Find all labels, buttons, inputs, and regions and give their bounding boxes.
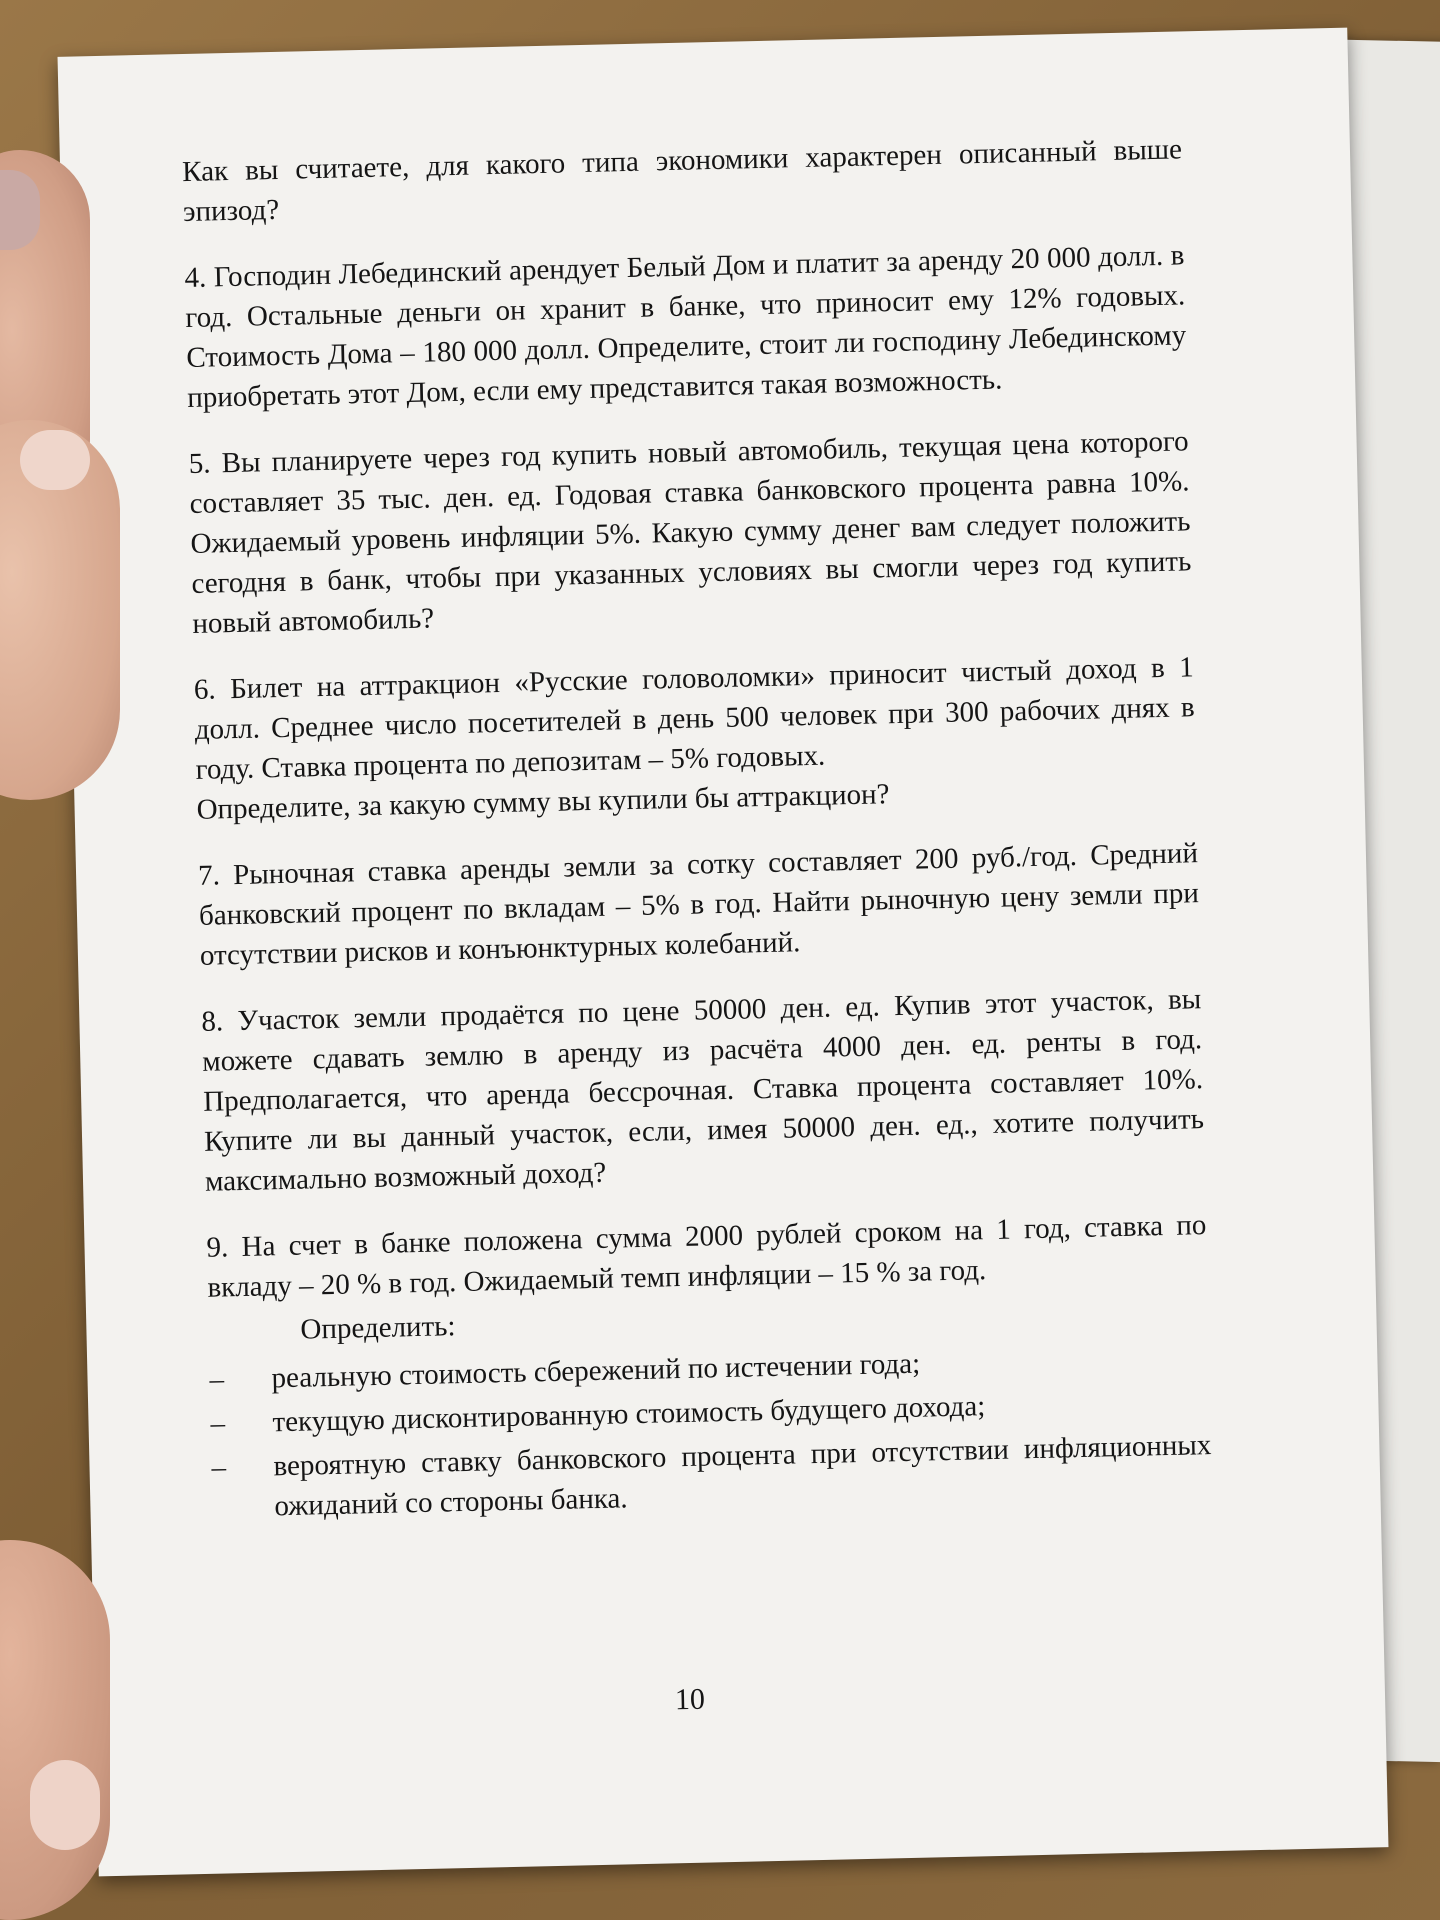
dash-marker: – [209,1363,225,1396]
list-item: – текущую дисконтированную стоимость будущего дохода; [210,1381,1211,1444]
list-item: – вероятную ставку банковского процента при отсутствии инфляционных ожиданий со стороны банка. [211,1429,1212,1523]
list-item: – реальную стоимость сбережений по истечении года; [209,1337,1210,1400]
task-5: 5. Вы планируете через год купить новый автомобиль, текущая цена которого составляет 35 тыс. ден. ед. Годовая ставка банковского процента равна 10%. Ожидаемый уровень инфляции 5%. Какую сумму денег вам следует положить сегодня в банк, чтобы при указанных условиях вы смогли через год купить новый автомобиль? [188,425,1192,640]
textbook-page [58,28,1389,1877]
finger-bottom [0,1540,110,1920]
intro-paragraph: Как вы считаете, для какого типа экономики характерен описанный выше эпизод? [181,133,1183,229]
fingernail-bottom [30,1760,100,1850]
task-9-list [209,1337,1213,1528]
fingernail [0,170,40,250]
dash-marker: – [210,1407,226,1440]
thumbnail [20,430,90,490]
task-7: 7. Рыночная ставка аренды земли за сотку составляет 200 руб./год. Средний банковский процент по вкладам – 5% в год. Найти рыночную цену земли при отсутствии рисков и конъюнктурных колебаний. [197,837,1200,972]
task-9-heading: Определить: [300,1310,456,1346]
page-number: 10 [674,1682,706,1717]
task-6: 6. Билет на аттракцион «Русские головоломки» приносит чистый доход в 1 долл. Среднее число посетителей в день 500 человек при 300 рабочих днях в году. Ставка процента по депозитам – 5% годовых. [193,651,1195,786]
task-4: 4. Господин Лебединский арендует Белый Дом и платит за аренду 20 000 долл. в год. Остальные деньги он хранит в банке, что приносит ему 12% годовых. Стоимость Дома – 180 000 долл. Определите, стоит ли господину Лебединскому приобретать этот Дом, если ему представится такая возможность. [184,239,1187,415]
task-6-question: Определите, за какую сумму вы купили бы аттракцион? [196,778,890,826]
dash-marker: – [211,1451,227,1484]
task-9: 9. На счет в банке положена сумма 2000 рублей сроком на 1 год, ставка по вкладу – 20 % в год. Ожидаемый темп инфляции – 15 % за год. [206,1209,1207,1304]
page-content [182,129,1213,1531]
task-8: 8. Участок земли продаётся по цене 50000 ден. ед. Купив этот участок, вы можете сдавать землю в аренду из расчёта 4000 ден. ед. ренты в год. Предполагается, что аренда бессрочная. Ставка процента составляет 10%. Купите ли вы данный участок, если, имея 50000 ден. ед., хотите получить максимально возможный доход? [201,983,1205,1198]
